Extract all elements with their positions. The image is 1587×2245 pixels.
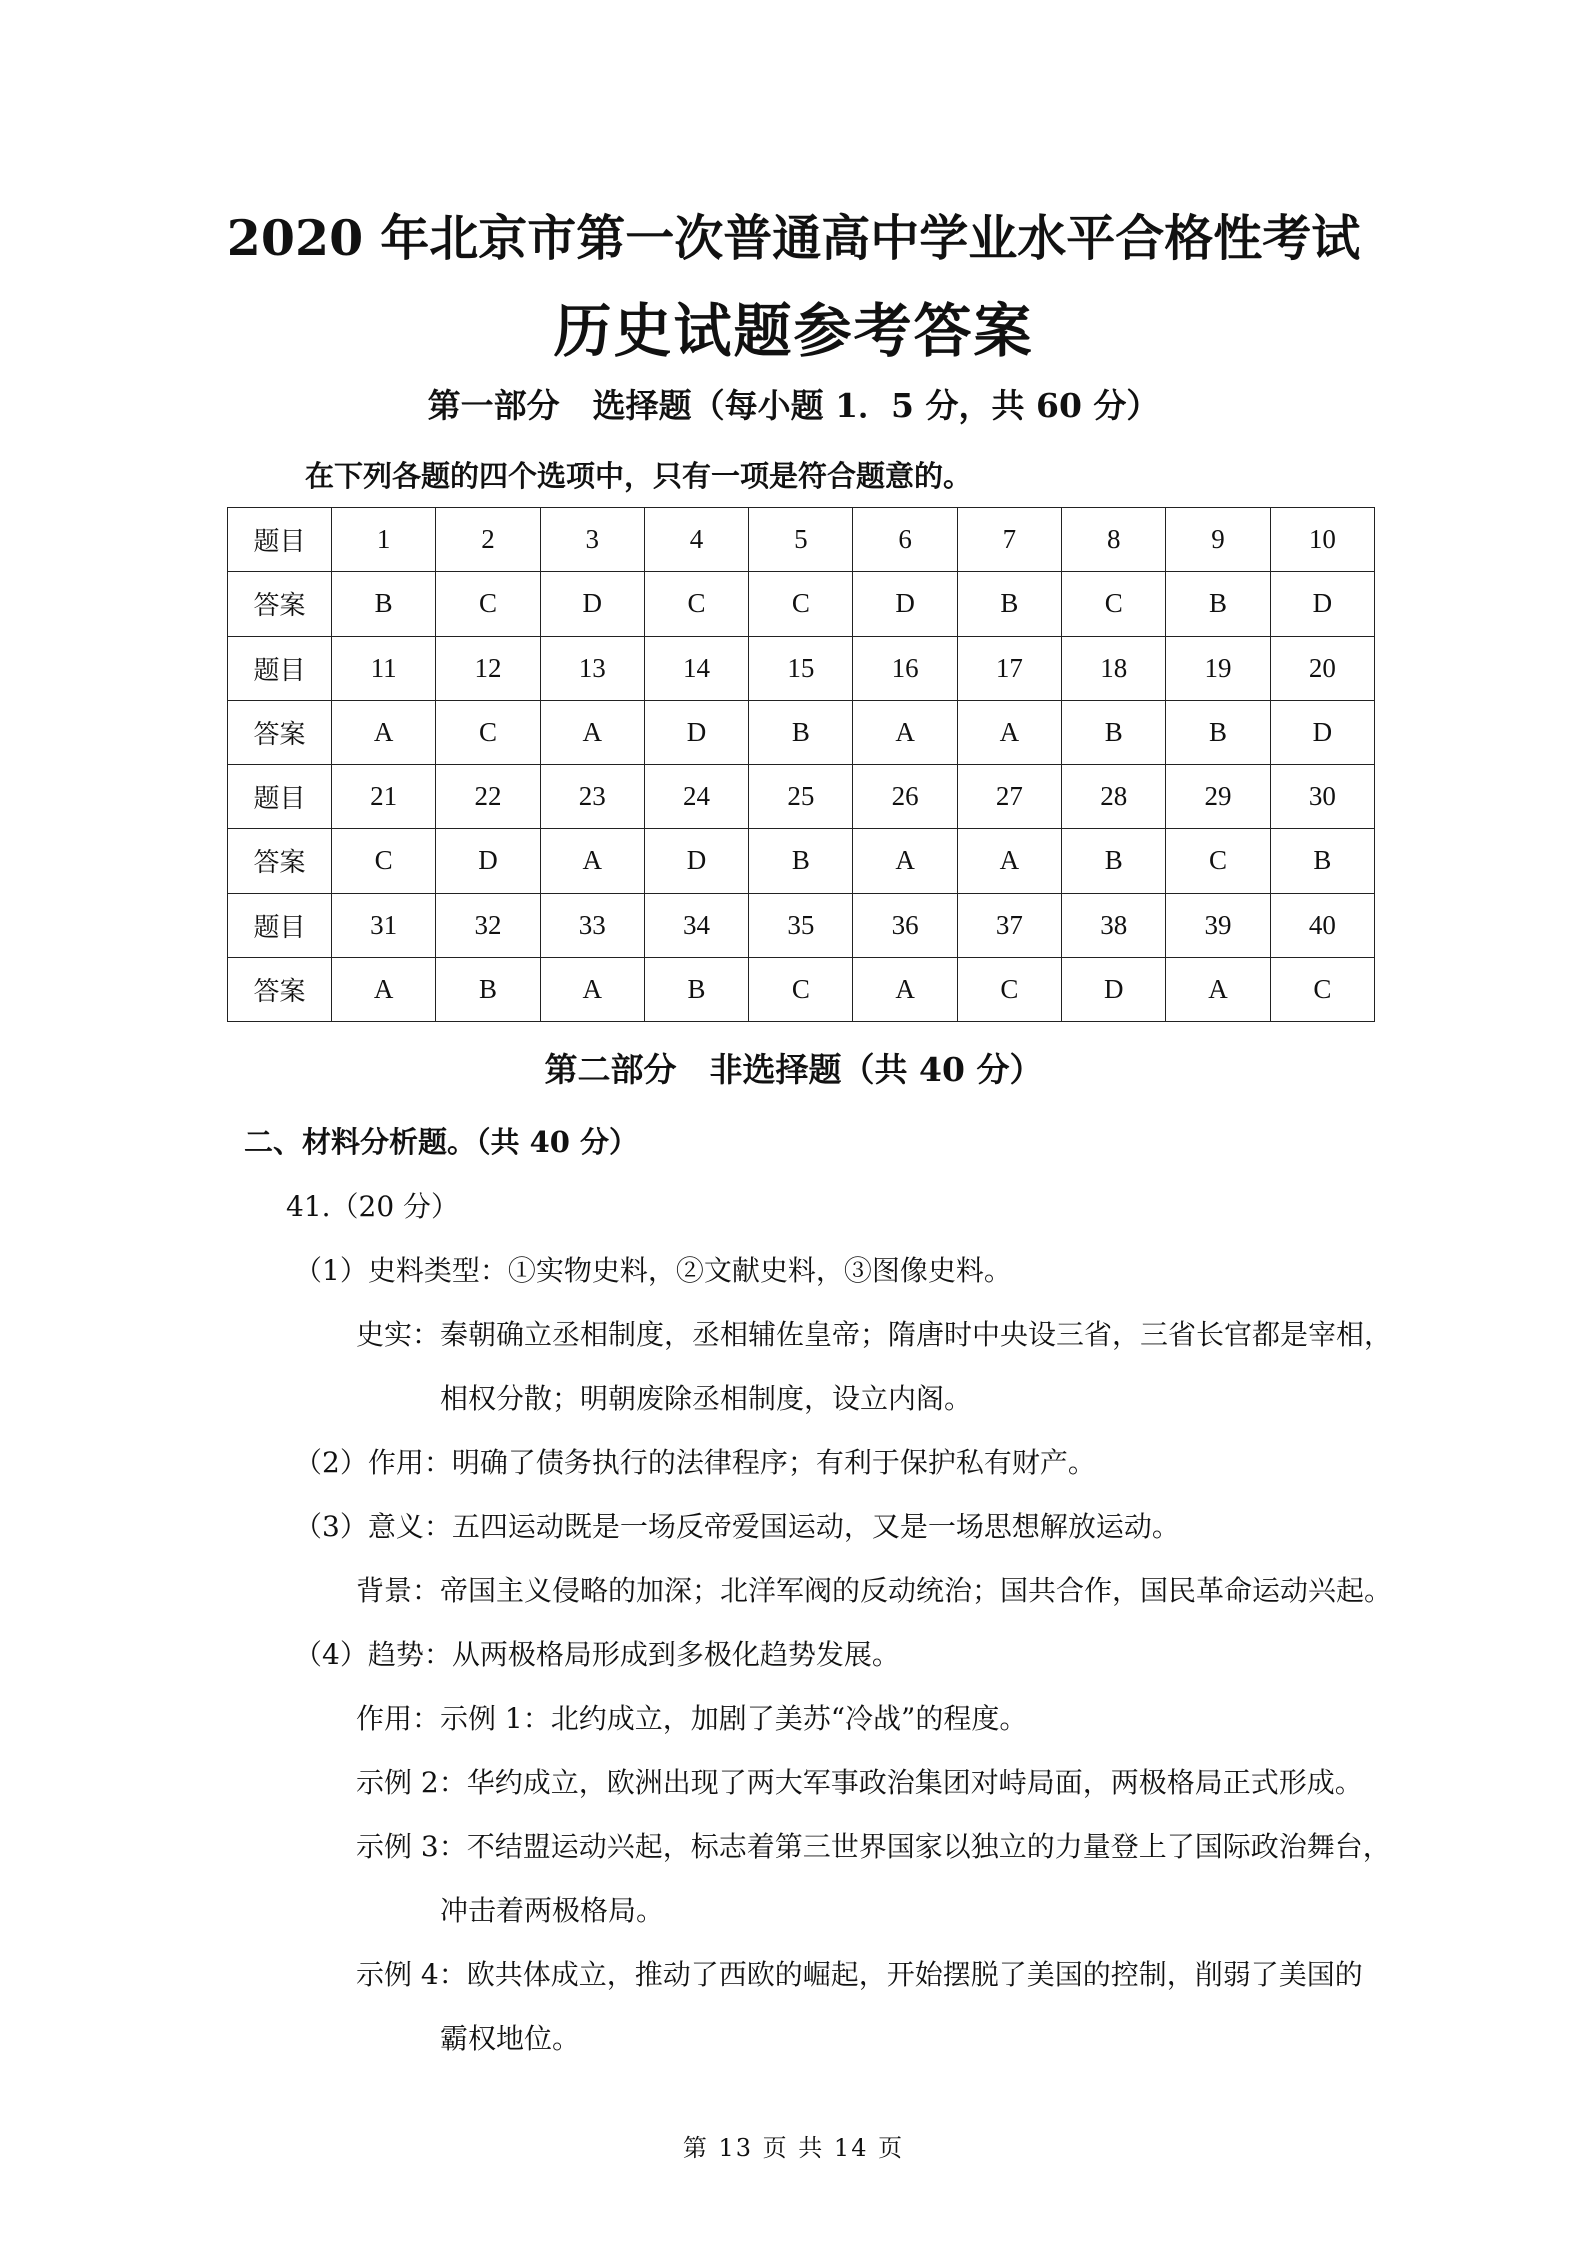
answer-cell: A	[957, 700, 1061, 764]
answer-line: （1）史料类型：①实物史料，②文献史料，③图像史料。	[294, 1254, 1012, 1287]
question-cell: 14	[644, 636, 748, 700]
answer-row	[228, 829, 1375, 893]
answer-key-table	[227, 507, 1375, 1022]
answer-cell: C	[644, 572, 748, 636]
question-row-label: 题目	[228, 765, 332, 829]
answer-cell: D	[540, 572, 644, 636]
answer-cell: D	[644, 700, 748, 764]
answer-cell: A	[332, 700, 436, 764]
question-row-label: 题目	[228, 893, 332, 957]
answer-line: 作用：示例 1：北约成立，加剧了美苏“冷战”的程度。	[356, 1702, 1028, 1735]
answer-row-label: 答案	[228, 700, 332, 764]
answer-line: 相权分散；明朝废除丞相制度，设立内阁。	[440, 1382, 973, 1415]
question-row-label: 题目	[228, 508, 332, 572]
answer-cell: A	[332, 957, 436, 1021]
question-cell: 21	[332, 765, 436, 829]
question-cell: 15	[749, 636, 853, 700]
question-cell: 9	[1166, 508, 1270, 572]
question-cell: 1	[332, 508, 436, 572]
question-cell: 11	[332, 636, 436, 700]
answer-cell: B	[332, 572, 436, 636]
question-cell: 32	[436, 893, 540, 957]
answer-row	[228, 700, 1375, 764]
question-cell: 40	[1270, 893, 1374, 957]
page-number: 第 13 页 共 14 页	[682, 2134, 905, 2162]
answer-cell: A	[853, 700, 957, 764]
question-cell: 5	[749, 508, 853, 572]
answer-cell: B	[957, 572, 1061, 636]
question-cell: 13	[540, 636, 644, 700]
answer-cell: D	[1270, 572, 1374, 636]
answer-cell: C	[749, 957, 853, 1021]
answer-cell: A	[540, 700, 644, 764]
answer-cell: B	[749, 829, 853, 893]
section-title: 二、材料分析题。（共 40 分）	[244, 1125, 639, 1159]
question-cell: 7	[957, 508, 1061, 572]
answer-cell: B	[436, 957, 540, 1021]
question-cell: 35	[749, 893, 853, 957]
question-cell: 10	[1270, 508, 1374, 572]
answer-line: 示例 3：不结盟运动兴起，标志着第三世界国家以独立的力量登上了国际政治舞台，	[356, 1830, 1391, 1863]
exam-title: 2020 年北京市第一次普通高中学业水平合格性考试	[226, 209, 1361, 267]
question-cell: 6	[853, 508, 957, 572]
answer-row	[228, 572, 1375, 636]
question-cell: 24	[644, 765, 748, 829]
answer-cell: C	[957, 957, 1061, 1021]
question-cell: 17	[957, 636, 1061, 700]
question-cell: 8	[1062, 508, 1166, 572]
question-cell: 22	[436, 765, 540, 829]
part1-instruction: 在下列各题的四个选项中，只有一项是符合题意的。	[305, 459, 973, 493]
answer-cell: C	[436, 700, 540, 764]
answer-cell: C	[332, 829, 436, 893]
answer-line: （2）作用：明确了债务执行的法律程序；有利于保护私有财产。	[294, 1446, 1096, 1479]
question-cell: 28	[1062, 765, 1166, 829]
answer-cell: B	[1166, 572, 1270, 636]
answer-line: 示例 4：欧共体成立，推动了西欧的崛起，开始摆脱了美国的控制，削弱了美国的	[356, 1958, 1363, 1991]
answer-cell: A	[540, 957, 644, 1021]
answer-line: 冲击着两极格局。	[440, 1894, 665, 1927]
question-cell: 4	[644, 508, 748, 572]
question-cell: 34	[644, 893, 748, 957]
answer-cell: B	[1062, 829, 1166, 893]
answer-cell: D	[1062, 957, 1166, 1021]
question-cell: 37	[957, 893, 1061, 957]
answer-line: 示例 2：华约成立，欧洲出现了两大军事政治集团对峙局面，两极格局正式形成。	[356, 1766, 1363, 1799]
answer-row	[228, 957, 1375, 1021]
question-cell: 23	[540, 765, 644, 829]
question-cell: 30	[1270, 765, 1374, 829]
answer-cell: C	[1166, 829, 1270, 893]
answer-cell: A	[853, 829, 957, 893]
question-cell: 33	[540, 893, 644, 957]
question-cell: 19	[1166, 636, 1270, 700]
document-title: 历史试题参考答案	[553, 297, 1034, 365]
question-41-number: 41.（20 分）	[286, 1190, 460, 1223]
question-cell: 3	[540, 508, 644, 572]
answer-row-label: 答案	[228, 572, 332, 636]
answer-cell: A	[540, 829, 644, 893]
answer-cell: D	[644, 829, 748, 893]
question-row	[228, 636, 1375, 700]
answer-cell: B	[749, 700, 853, 764]
answer-cell: D	[1270, 700, 1374, 764]
answer-cell: B	[1062, 700, 1166, 764]
question-cell: 12	[436, 636, 540, 700]
question-cell: 18	[1062, 636, 1166, 700]
answer-line: （4）趋势：从两极格局形成到多极化趋势发展。	[294, 1638, 900, 1671]
question-cell: 25	[749, 765, 853, 829]
question-row-label: 题目	[228, 636, 332, 700]
question-cell: 2	[436, 508, 540, 572]
part2-heading: 第二部分 非选择题（共 40 分）	[544, 1050, 1043, 1089]
answer-cell: B	[644, 957, 748, 1021]
answer-cell: A	[1166, 957, 1270, 1021]
answer-cell: A	[957, 829, 1061, 893]
question-cell: 16	[853, 636, 957, 700]
question-cell: 39	[1166, 893, 1270, 957]
answer-cell: C	[1270, 957, 1374, 1021]
question-cell: 31	[332, 893, 436, 957]
question-cell: 20	[1270, 636, 1374, 700]
answer-row-label: 答案	[228, 829, 332, 893]
answer-cell: B	[1166, 700, 1270, 764]
question-cell: 38	[1062, 893, 1166, 957]
answer-row-label: 答案	[228, 957, 332, 1021]
answer-cell: D	[436, 829, 540, 893]
question-row	[228, 765, 1375, 829]
question-cell: 27	[957, 765, 1061, 829]
question-row	[228, 893, 1375, 957]
question-cell: 26	[853, 765, 957, 829]
answer-line: （3）意义：五四运动既是一场反帝爱国运动，又是一场思想解放运动。	[294, 1510, 1180, 1543]
answer-cell: B	[1270, 829, 1374, 893]
question-row	[228, 508, 1375, 572]
question-cell: 36	[853, 893, 957, 957]
answer-cell: A	[853, 957, 957, 1021]
answer-line: 霸权地位。	[440, 2022, 581, 2055]
answer-cell: C	[1062, 572, 1166, 636]
question-cell: 29	[1166, 765, 1270, 829]
answer-cell: D	[853, 572, 957, 636]
answer-line: 史实：秦朝确立丞相制度，丞相辅佐皇帝；隋唐时中央设三省，三省长官都是宰相，	[356, 1318, 1393, 1351]
answer-cell: C	[436, 572, 540, 636]
part1-heading: 第一部分 选择题（每小题 1．5 分，共 60 分）	[427, 386, 1160, 425]
answer-line: 背景：帝国主义侵略的加深；北洋军阀的反动统治；国共合作，国民革命运动兴起。	[356, 1574, 1393, 1607]
answer-cell: C	[749, 572, 853, 636]
